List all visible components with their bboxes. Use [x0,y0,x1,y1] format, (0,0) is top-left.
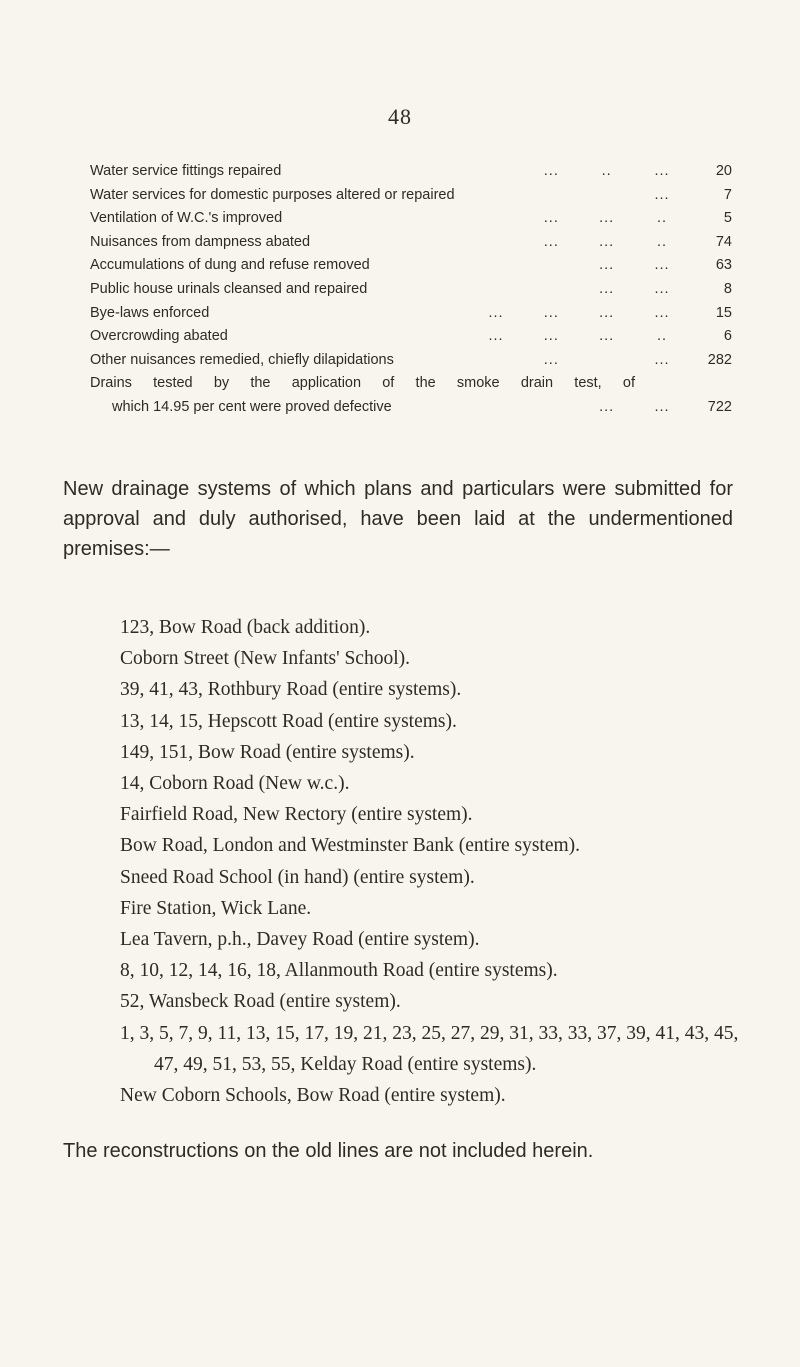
leader-dots: ... ... [599,257,670,274]
premises-item: Fire Station, Wick Lane. [120,897,312,919]
leader-dots: ... ... [599,399,670,416]
stat-label: Public house urinals cleansed and repaired [90,280,368,297]
premises-item: 39, 41, 43, Rothbury Road (entire systems). [120,679,462,701]
stat-value: 8 [723,280,732,297]
page-number: 48 [388,104,412,129]
premises-item: 52, Wansbeck Road (entire system). [120,991,401,1013]
stat-row-drains [90,372,732,421]
stat-label: Accumulations of dung and refuse removed [90,257,370,274]
premises-item: 123, Bow Road (back addition). [120,617,371,638]
stat-label: Other nuisances remedied, chiefly dilapidations [90,351,394,368]
stat-row [90,207,732,231]
stat-value: 15 [715,304,732,321]
stat-label: Overcrowding abated [90,328,228,345]
premises-item: 13, 14, 15, Hepscott Road (entire systems). [120,710,457,732]
stat-row [90,160,732,184]
leader-dots: ... ... .. [543,210,668,227]
stat-row [90,231,732,255]
premises-item: 149, 151, Bow Road (entire systems). [120,741,415,763]
stat-value: 7 [723,186,732,203]
statistics-table [90,160,732,421]
intro-paragraph: New drainage systems of which plans and particulars were submitted for approval and duly authorised, have been laid at the undermentioned premises:— [63,478,733,560]
leader-dots: ... ... ... .. [488,328,668,345]
stat-label: Ventilation of W.C.'s improved [90,210,283,227]
stat-value: 282 [707,351,732,368]
stat-value: 5 [723,210,732,227]
stat-row [90,325,732,349]
stat-row [90,184,732,208]
stat-row [90,349,732,373]
premises-item: 14, Coborn Road (New w.c.). [120,773,350,795]
premises-item: Sneed Road School (in hand) (entire system). [120,866,475,888]
stat-value: 6 [723,328,732,345]
leader-dots: ... ... [599,280,670,297]
leader-dots: ... ... .. [543,233,668,250]
stat-value: 74 [715,233,732,250]
premises-item: 1, 3, 5, 7, 9, 11, 13, 15, 17, 19, 21, 23, 25, 27, 29, 31, 33, 33, 37, 39, 41, 43, 45, 47, 49, 51, 53, 55, Kelday Road (entire systems). [120,1022,739,1075]
premises-item: New Coborn Schools, Bow Road (entire system). [120,1085,506,1107]
stat-row [90,302,732,326]
premises-item: Bow Road, London and Westminster Bank (entire system). [120,835,581,857]
stat-label: Drains tested by the application of the smoke drain test, of [90,375,635,392]
stat-label-continued: which 14.95 per cent were proved defective [112,399,392,416]
leader-dots: ... [654,186,670,203]
premises-item: Coborn Street (New Infants' School). [120,648,410,670]
stat-value: 20 [715,163,732,179]
premises-item: Fairfield Road, New Rectory (entire system). [120,804,473,826]
stat-value: 63 [715,257,732,274]
closing-note: The reconstructions on the old lines are not included herein. [63,1140,594,1162]
stat-label: Water service fittings repaired [90,163,282,179]
premises-item: Lea Tavern, p.h., Davey Road (entire system). [120,929,480,951]
stat-label: Bye-laws enforced [90,304,210,321]
stat-row [90,254,732,278]
leader-dots: ... ... ... ... [488,304,670,321]
stat-value: 722 [707,399,732,416]
stat-label: Nuisances from dampness abated [90,233,311,250]
stat-row [90,278,732,302]
stat-label: Water services for domestic purposes altered or repaired [90,186,455,203]
leader-dots: ... .. ... [543,163,670,179]
premises-item: 8, 10, 12, 14, 16, 18, Allanmouth Road (entire systems). [120,960,558,982]
leader-dots: ... ... [543,351,670,368]
premises-list [120,612,740,1111]
